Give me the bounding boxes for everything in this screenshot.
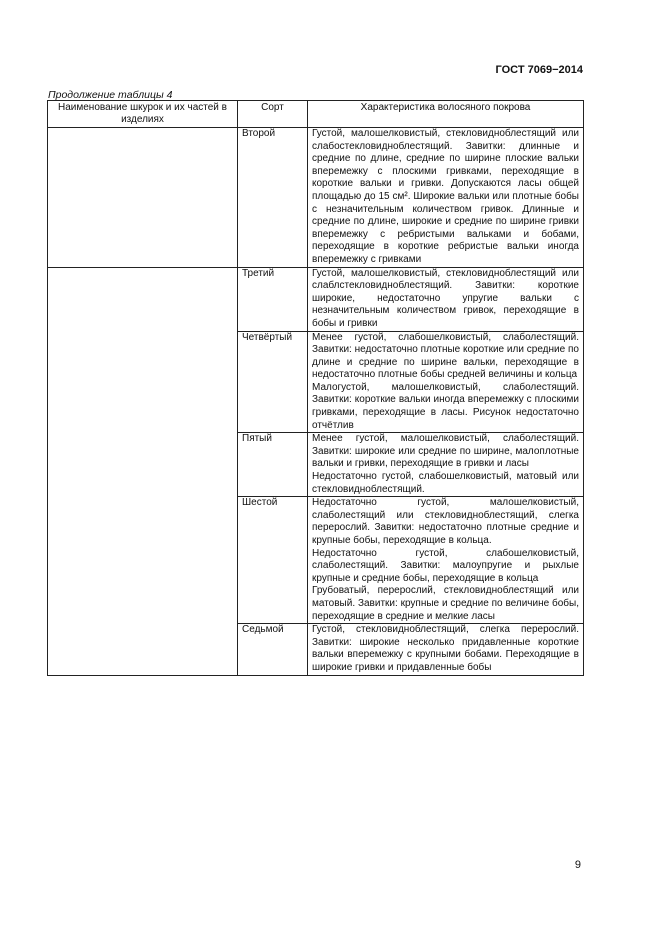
column-header-characteristic: Характеристика волосяного покрова [308, 101, 584, 128]
characteristics-table [47, 100, 584, 676]
description-paragraph: Густой, малошелковистый, стекловидноблестящий или слаблстекловидноблестящий. Завитки: короткие широкие, недостаточно упругие вальки с незначительным количеством гривок, переходящие в бобы и гривки [312, 267, 579, 329]
description-paragraph: Густой, малошелковистый, стекловидноблестящий или слабостекловидноблестящий. Завитки: длинные и средние по длине, средние по ширине плоские вальки вперемежку с плоскими гривками, переходящие в короткие вальки и гривки. Допускаются ласы общей площадью до 15 см². Широкие вальки или плотные бобы с незначительным количеством гривок. Длинные и средние по длине, широкие и средние по ширине гривки вперемежку с ребристыми вальками и бобами, переходящие в короткие ребристые вальки иногда вперемежку с гривками [312, 128, 579, 265]
table-row [48, 128, 584, 268]
description-paragraph: Менее густой, малошелковистый, слаболестящий. Завитки: широкие или средние по ширине, малоплотные вальки и гривки, переходящие в гривки и ласы [312, 433, 579, 470]
description-cell [308, 624, 584, 675]
name-cell [48, 128, 238, 268]
description-paragraph: Грубоватый, перерослий, стекловидноблестящий или матовый. Завитки: крупные и средние по величине бобы, переходящие в средние и мелкие ласы [312, 585, 579, 622]
description-cell [308, 331, 584, 433]
grade-cell: Четвёртый [238, 331, 308, 433]
description-paragraph: Малогустой, малошелковистый, слаболестящий. Завитки: короткие вальки иногда вперемежку с плоскими гривками, переходящие в ласы. Рисунок недостаточно отчётлив [312, 381, 579, 431]
name-cell [48, 267, 238, 675]
standard-number: ГОСТ 7069−2014 [495, 64, 583, 76]
description-cell [308, 497, 584, 624]
grade-cell: Третий [238, 267, 308, 331]
page-number: 9 [574, 859, 581, 871]
table-header-row [48, 101, 584, 128]
grade-cell: Шестой [238, 497, 308, 624]
column-header-name: Наименование шкурок и их частей в изделиях [48, 101, 238, 128]
grade-cell: Пятый [238, 433, 308, 497]
description-paragraph: Густой, стекловидноблестящий, слегка перерослий. Завитки: широкие несколько придавленные короткие вальки вперемежку с крупными бобами. Переходящие в широкие гривки и придавленные бобы [312, 624, 579, 673]
grade-cell: Второй [238, 128, 308, 268]
column-header-grade: Сорт [238, 101, 308, 128]
table-row [48, 267, 584, 331]
description-paragraph: Менее густой, слабошелковистый, слаболестящий. Завитки: недостаточно плотные короткие или средние по длине и средние по ширине вальки, переходящие в недостаточно плотные бобы средней величины и кольца [312, 331, 579, 381]
description-paragraph: Недостаточно густой, слабошелковистый, матовый или стекловидноблестящий. [312, 471, 579, 495]
description-cell [308, 128, 584, 268]
description-paragraph: Недостаточно густой, слабошелковистый, слаболестящий. Завитки: малоупругие и рыхлые крупные и средние бобы, переходящие в кольца [312, 547, 579, 584]
grade-cell: Седьмой [238, 624, 308, 675]
description-cell [308, 433, 584, 497]
table-caption: Продолжение таблицы 4 [48, 89, 173, 101]
description-cell [308, 267, 584, 331]
description-paragraph: Недостаточно густой, малошелковистый, слаболестящий или стекловидноблестящий, слегка перерослий. Завитки: недостаточно плотные средние и крупные бобы, переходящие в кольца. [312, 497, 579, 546]
